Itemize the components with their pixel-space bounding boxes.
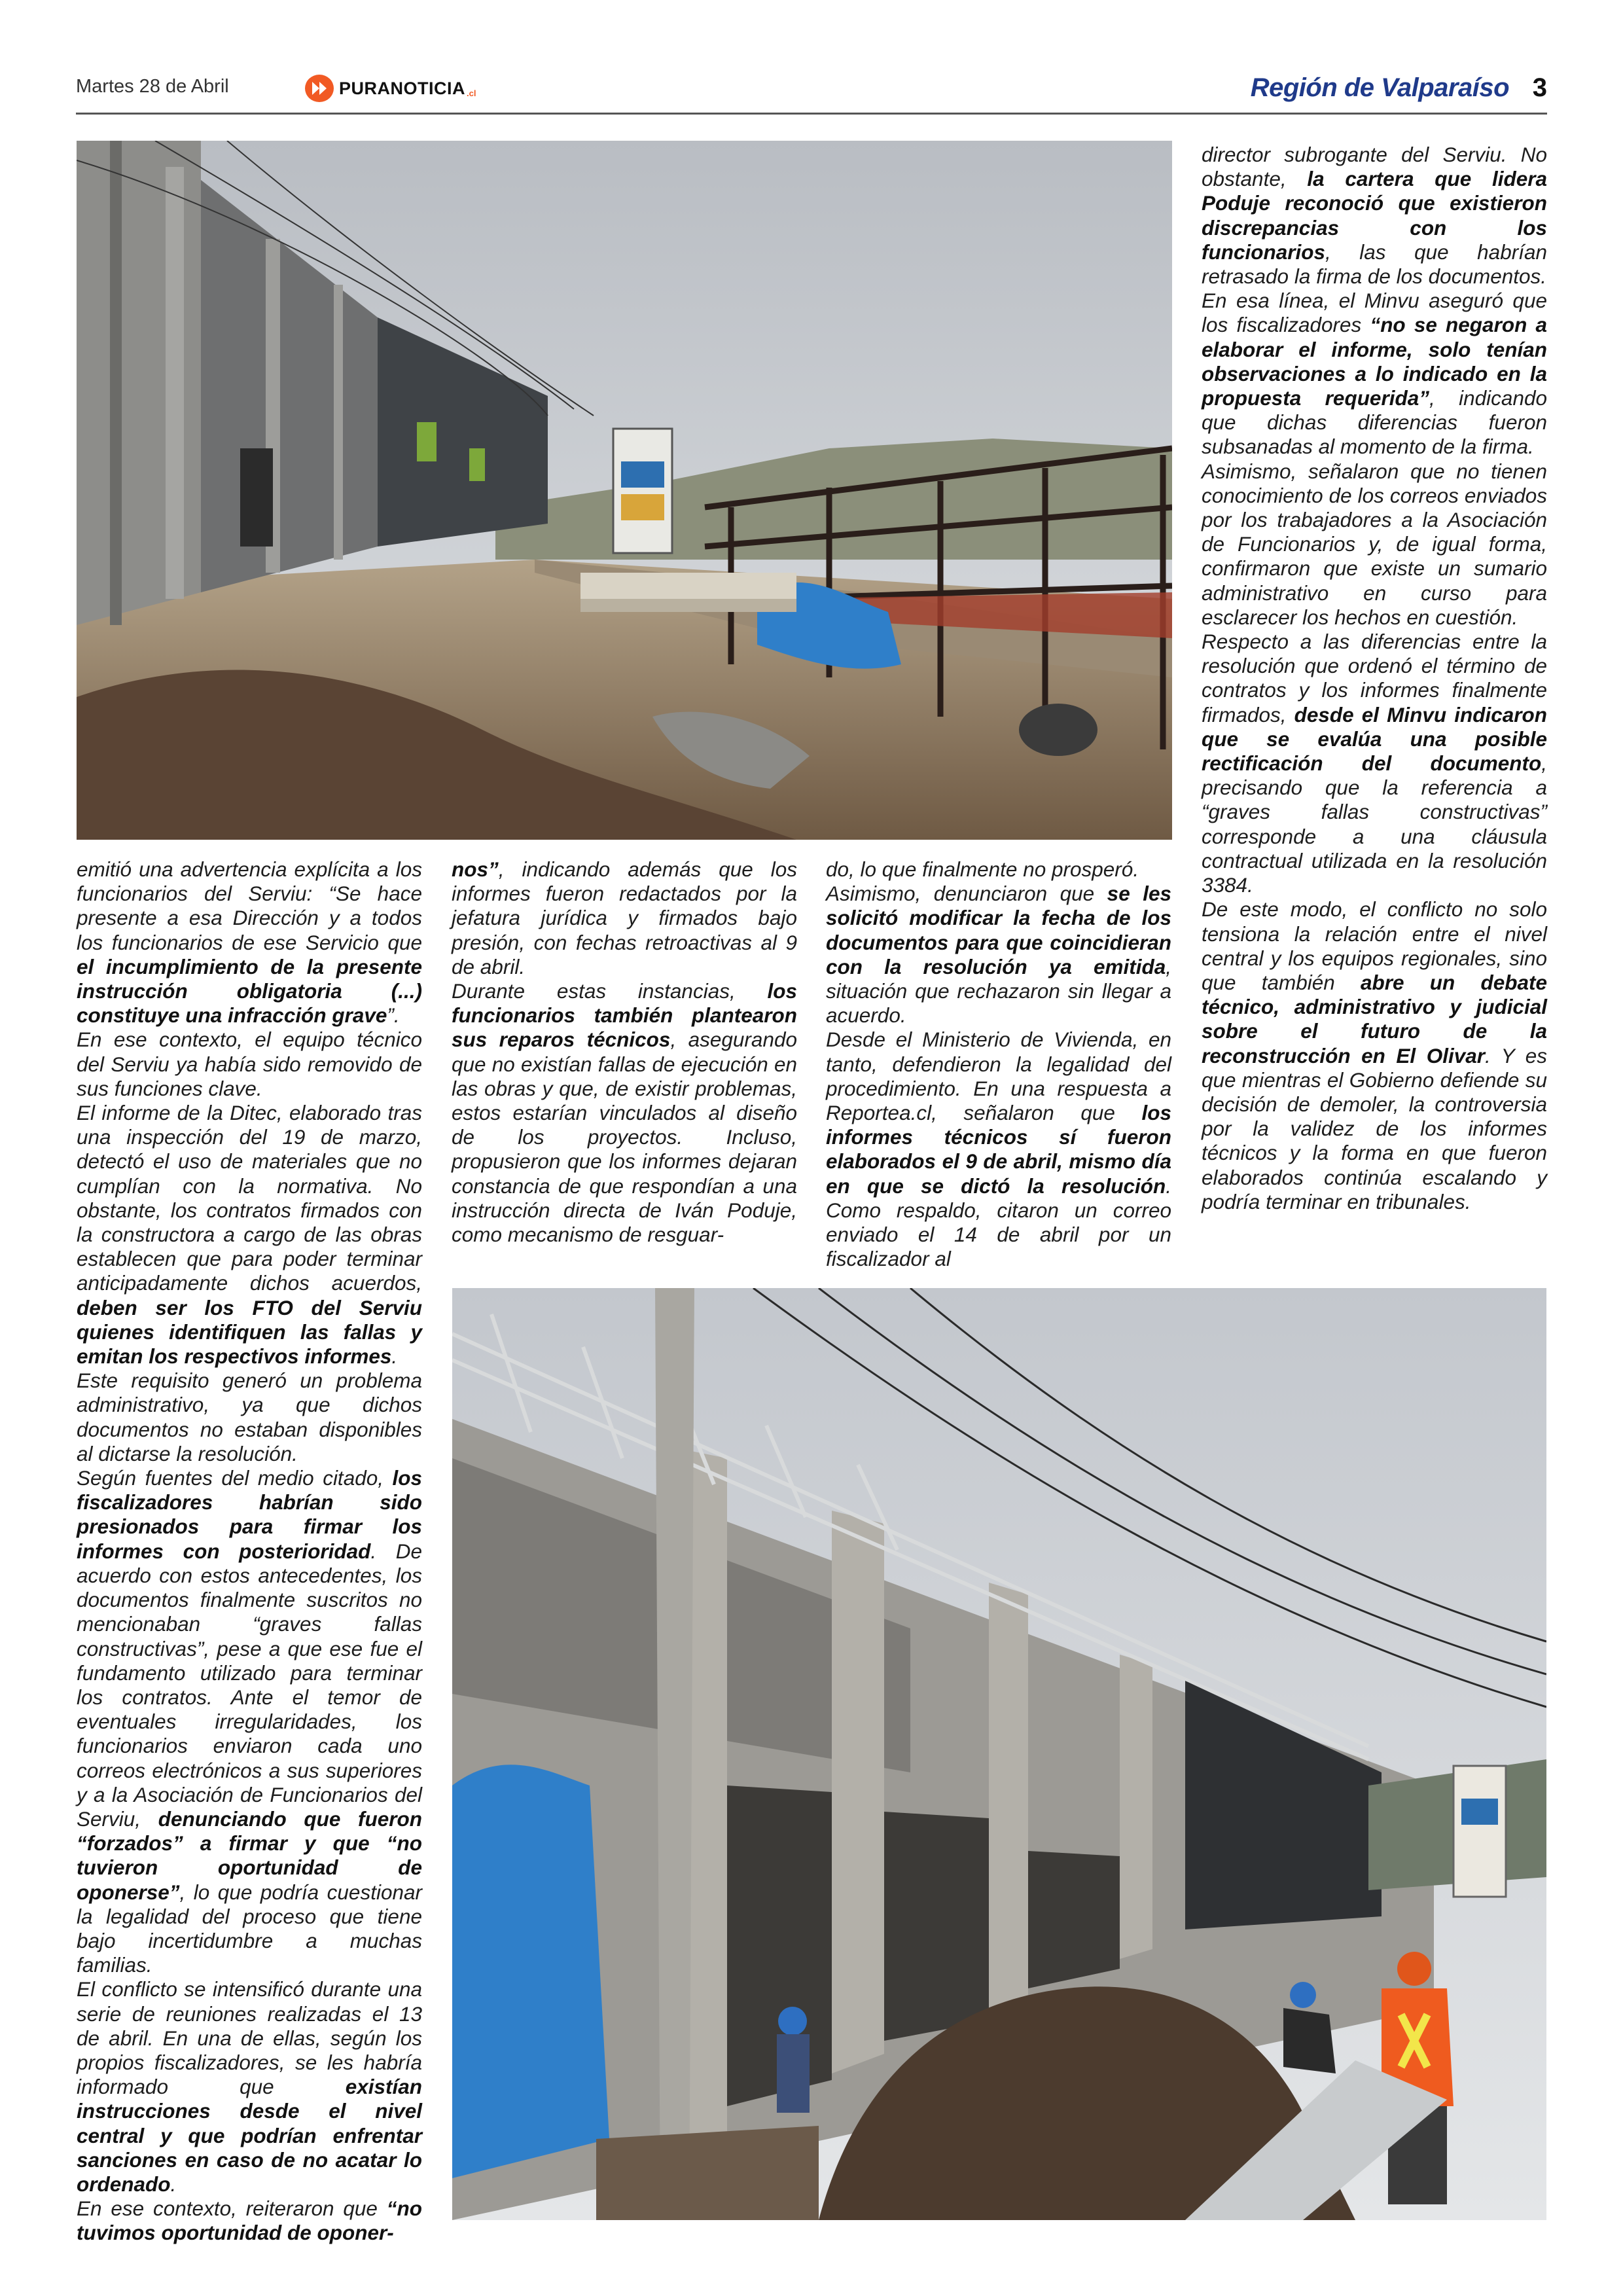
bold-text-run: los informes técnicos sí fueron elaborados el 9 de abril, mismo día en que se dictó la resolución xyxy=(826,1101,1171,1198)
text-run: , situación que rechazaron sin llegar a acuerdo. xyxy=(826,954,1171,1028)
text-run: En esa línea, el Minvu aseguró que los fiscalizadores xyxy=(1202,289,1547,337)
text-run: . xyxy=(391,1344,398,1369)
text-run: , precisando que la referencia a “graves fallas constructivas” corresponde a una cláusula contractual utilizada en la resolución 3384. xyxy=(1202,751,1547,897)
puranoticia-logo xyxy=(305,75,476,102)
text-run: , lo que podría cuestionar la legalidad del proceso que tiene bajo incertidumbre a muchas familias. xyxy=(77,1880,422,1977)
bold-text-run: “no tuvimos oportunidad de oponer- xyxy=(77,2197,422,2245)
article-paragraph xyxy=(826,1028,1171,1271)
text-run: Según fuentes del medio citado, xyxy=(77,1466,393,1490)
article-paragraph xyxy=(1202,459,1547,630)
bold-text-run: el incumplimiento de la presente instrucción obligatoria (...) constituye una infracción grave xyxy=(77,954,422,1028)
text-run: En ese contexto, el equipo técnico del Serviu ya había sido removido de sus funciones clave. xyxy=(77,1028,422,1100)
article-column-3 xyxy=(826,857,1171,1271)
article-paragraph xyxy=(826,857,1171,882)
text-run: De este modo, el conflicto no solo tensiona la relación entre el nivel central y los equipos regionales, sino que también xyxy=(1202,897,1547,994)
text-run: Desde el Ministerio de Vivienda, en tanto, defendieron la legalidad del procedimiento. En una respuesta a Reportea.cl, señalaron que xyxy=(826,1028,1171,1125)
issue-date: Martes 28 de Abril xyxy=(76,76,229,97)
text-run: El informe de la Ditec, elaborado tras una inspección del 19 de marzo, detectó el uso de materiales que no cumplían con la normativa. No obstante, los contratos firmados con la constructora a cargo de las obras establecen que para poder terminar anticipadamente dichos acuerdos, xyxy=(77,1101,422,1295)
bold-text-run: nos” xyxy=(452,857,499,881)
article-paragraph xyxy=(1202,897,1547,1214)
article-column-1 xyxy=(77,857,422,2246)
bold-text-run: los fiscalizadores habrían sido presionados para firmar los informes con posterioridad xyxy=(77,1466,422,1563)
text-run: Asimismo, señalaron que no tienen conocimiento de los correos enviados por los trabajadores a la Asociación de Funcionarios y, de igual forma, confirmaron que existe un sumario administrativo en curso para esclarecer los hechos en cuestión. xyxy=(1202,459,1547,629)
text-run: Asimismo, denunciaron que xyxy=(826,882,1107,906)
bold-text-run: los funcionarios también plantearon sus reparos técnicos xyxy=(452,979,797,1052)
bold-text-run: abre un debate técnico, administrativo y judicial sobre el futuro de la reconstrucción en El Olivar xyxy=(1202,970,1547,1067)
bold-text-run: denunciando que fueron “forzados” a firmar y que “no tuvieron oportunidad de oponerse” xyxy=(77,1806,423,1904)
article-paragraph xyxy=(77,857,422,1028)
article-paragraph xyxy=(77,1466,422,1977)
article-paragraph xyxy=(77,1101,422,1369)
bold-text-run: desde el Minvu indicaron que se evalúa una posible rectificación del documento xyxy=(1202,702,1547,776)
text-run: Este requisito generó un problema administrativo, ya que dichos documentos no estaban disponibles al dictarse la resolución. xyxy=(77,1369,422,1465)
bold-text-run: “no se negaron a elaborar el informe, solo tenían observaciones a lo indicado en la propuesta requerida” xyxy=(1202,313,1547,410)
text-run: Respecto a las diferencias entre la resolución que ordenó el término de contratos y los informes finalmente firmados, xyxy=(1202,630,1547,726)
construction-site-photo-bottom xyxy=(452,1288,1546,2220)
page-number: 3 xyxy=(1532,73,1547,102)
logo-name: PURANOTICIA xyxy=(339,78,465,98)
article-paragraph xyxy=(77,1977,422,2197)
text-run: , indicando que dichas diferencias fueron subsanadas al momento de la firma. xyxy=(1202,386,1547,459)
bold-text-run: existían instrucciones desde el nivel central y que podrían enfrentar sanciones en caso de no acatar lo ordenado xyxy=(77,2075,422,2196)
logo-arrows-icon xyxy=(305,75,334,102)
text-run: . Como respaldo, citaron un correo enviado el 14 de abril por un fiscalizador al xyxy=(826,1174,1171,1271)
article-paragraph xyxy=(77,1028,422,1101)
text-run: emitió una advertencia explícita a los funcionarios del Serviu: “Se hace presente a esa Dirección y a todos los funcionarios de ese Servicio que xyxy=(77,857,422,954)
text-run: . Y es que mientras el Gobierno defiende su decisión de demoler, la controversia por la validez de los informes técnicos y la forma en que fueron elaborados continúa escalando y podría terminar en tribunales. xyxy=(1202,1043,1547,1213)
section-title: Región de Valparaíso xyxy=(1250,73,1509,102)
article-paragraph xyxy=(452,979,797,1247)
article-paragraph xyxy=(77,2197,422,2245)
article-paragraph xyxy=(1202,630,1547,897)
text-run: director subrogante del Serviu. No obstante, xyxy=(1202,143,1547,191)
header-rule xyxy=(76,113,1547,115)
text-run: El conflicto se intensificó durante una serie de reuniones realizadas el 13 de abril. En una de ellas, según los propios fiscalizadores, se les habría informado que xyxy=(77,1977,422,2099)
bold-text-run: la cartera que lidera Poduje reconoció que existieron discrepancias con los funcionarios xyxy=(1202,167,1547,264)
bold-text-run: se les solicitó modificar la fecha de los documentos para que coincidieran con la resolución ya emitida xyxy=(826,882,1171,978)
article-paragraph xyxy=(826,882,1171,1028)
text-run: do, lo que finalmente no prosperó. xyxy=(826,857,1139,881)
text-run: ”. xyxy=(387,1003,400,1028)
construction-site-photo-top xyxy=(77,141,1172,840)
text-run: En ese contexto, reiteraron que xyxy=(77,2197,387,2221)
text-run: . De acuerdo con estos antecedentes, los documentos finalmente suscritos no mencionaban “graves fallas constructivas”, pese a que ese fue el fundamento utilizado para terminar los contratos. Ante el temor de eventuales irregularidades, los funcionarios enviaron cada uno correos electrónicos a sus superiores y a la Asociación de Funcionarios del Serviu, xyxy=(77,1539,422,1831)
text-run: , indicando además que los informes fueron redactados por la jefatura jurídica y firmados bajo presión, con fechas retroactivas al 9 de abril. xyxy=(452,857,797,978)
article-paragraph xyxy=(1202,143,1547,289)
article-paragraph xyxy=(452,857,797,979)
article-column-4 xyxy=(1202,143,1547,1214)
text-run: , las que habrían retrasado la firma de los documentos. xyxy=(1202,240,1547,289)
article-column-2 xyxy=(452,857,797,1247)
text-run: . xyxy=(170,2172,177,2196)
logo-suffix: .cl xyxy=(467,88,476,98)
text-run: Durante estas instancias, xyxy=(452,979,768,1003)
text-run: , asegurando que no existían fallas de ejecución en las obras y que, de existir problemas, estos estarían vinculados al diseño de los proyectos. Incluso, propusieron que los informes dejaran constancia de que respondían a una instrucción directa de Iván Poduje, como mecanismo de resguar- xyxy=(452,1028,797,1247)
bold-text-run: deben ser los FTO del Serviu quienes identifiquen las fallas y emitan los respectivos informes xyxy=(77,1295,422,1369)
article-paragraph xyxy=(77,1369,422,1466)
article-paragraph xyxy=(1202,289,1547,459)
